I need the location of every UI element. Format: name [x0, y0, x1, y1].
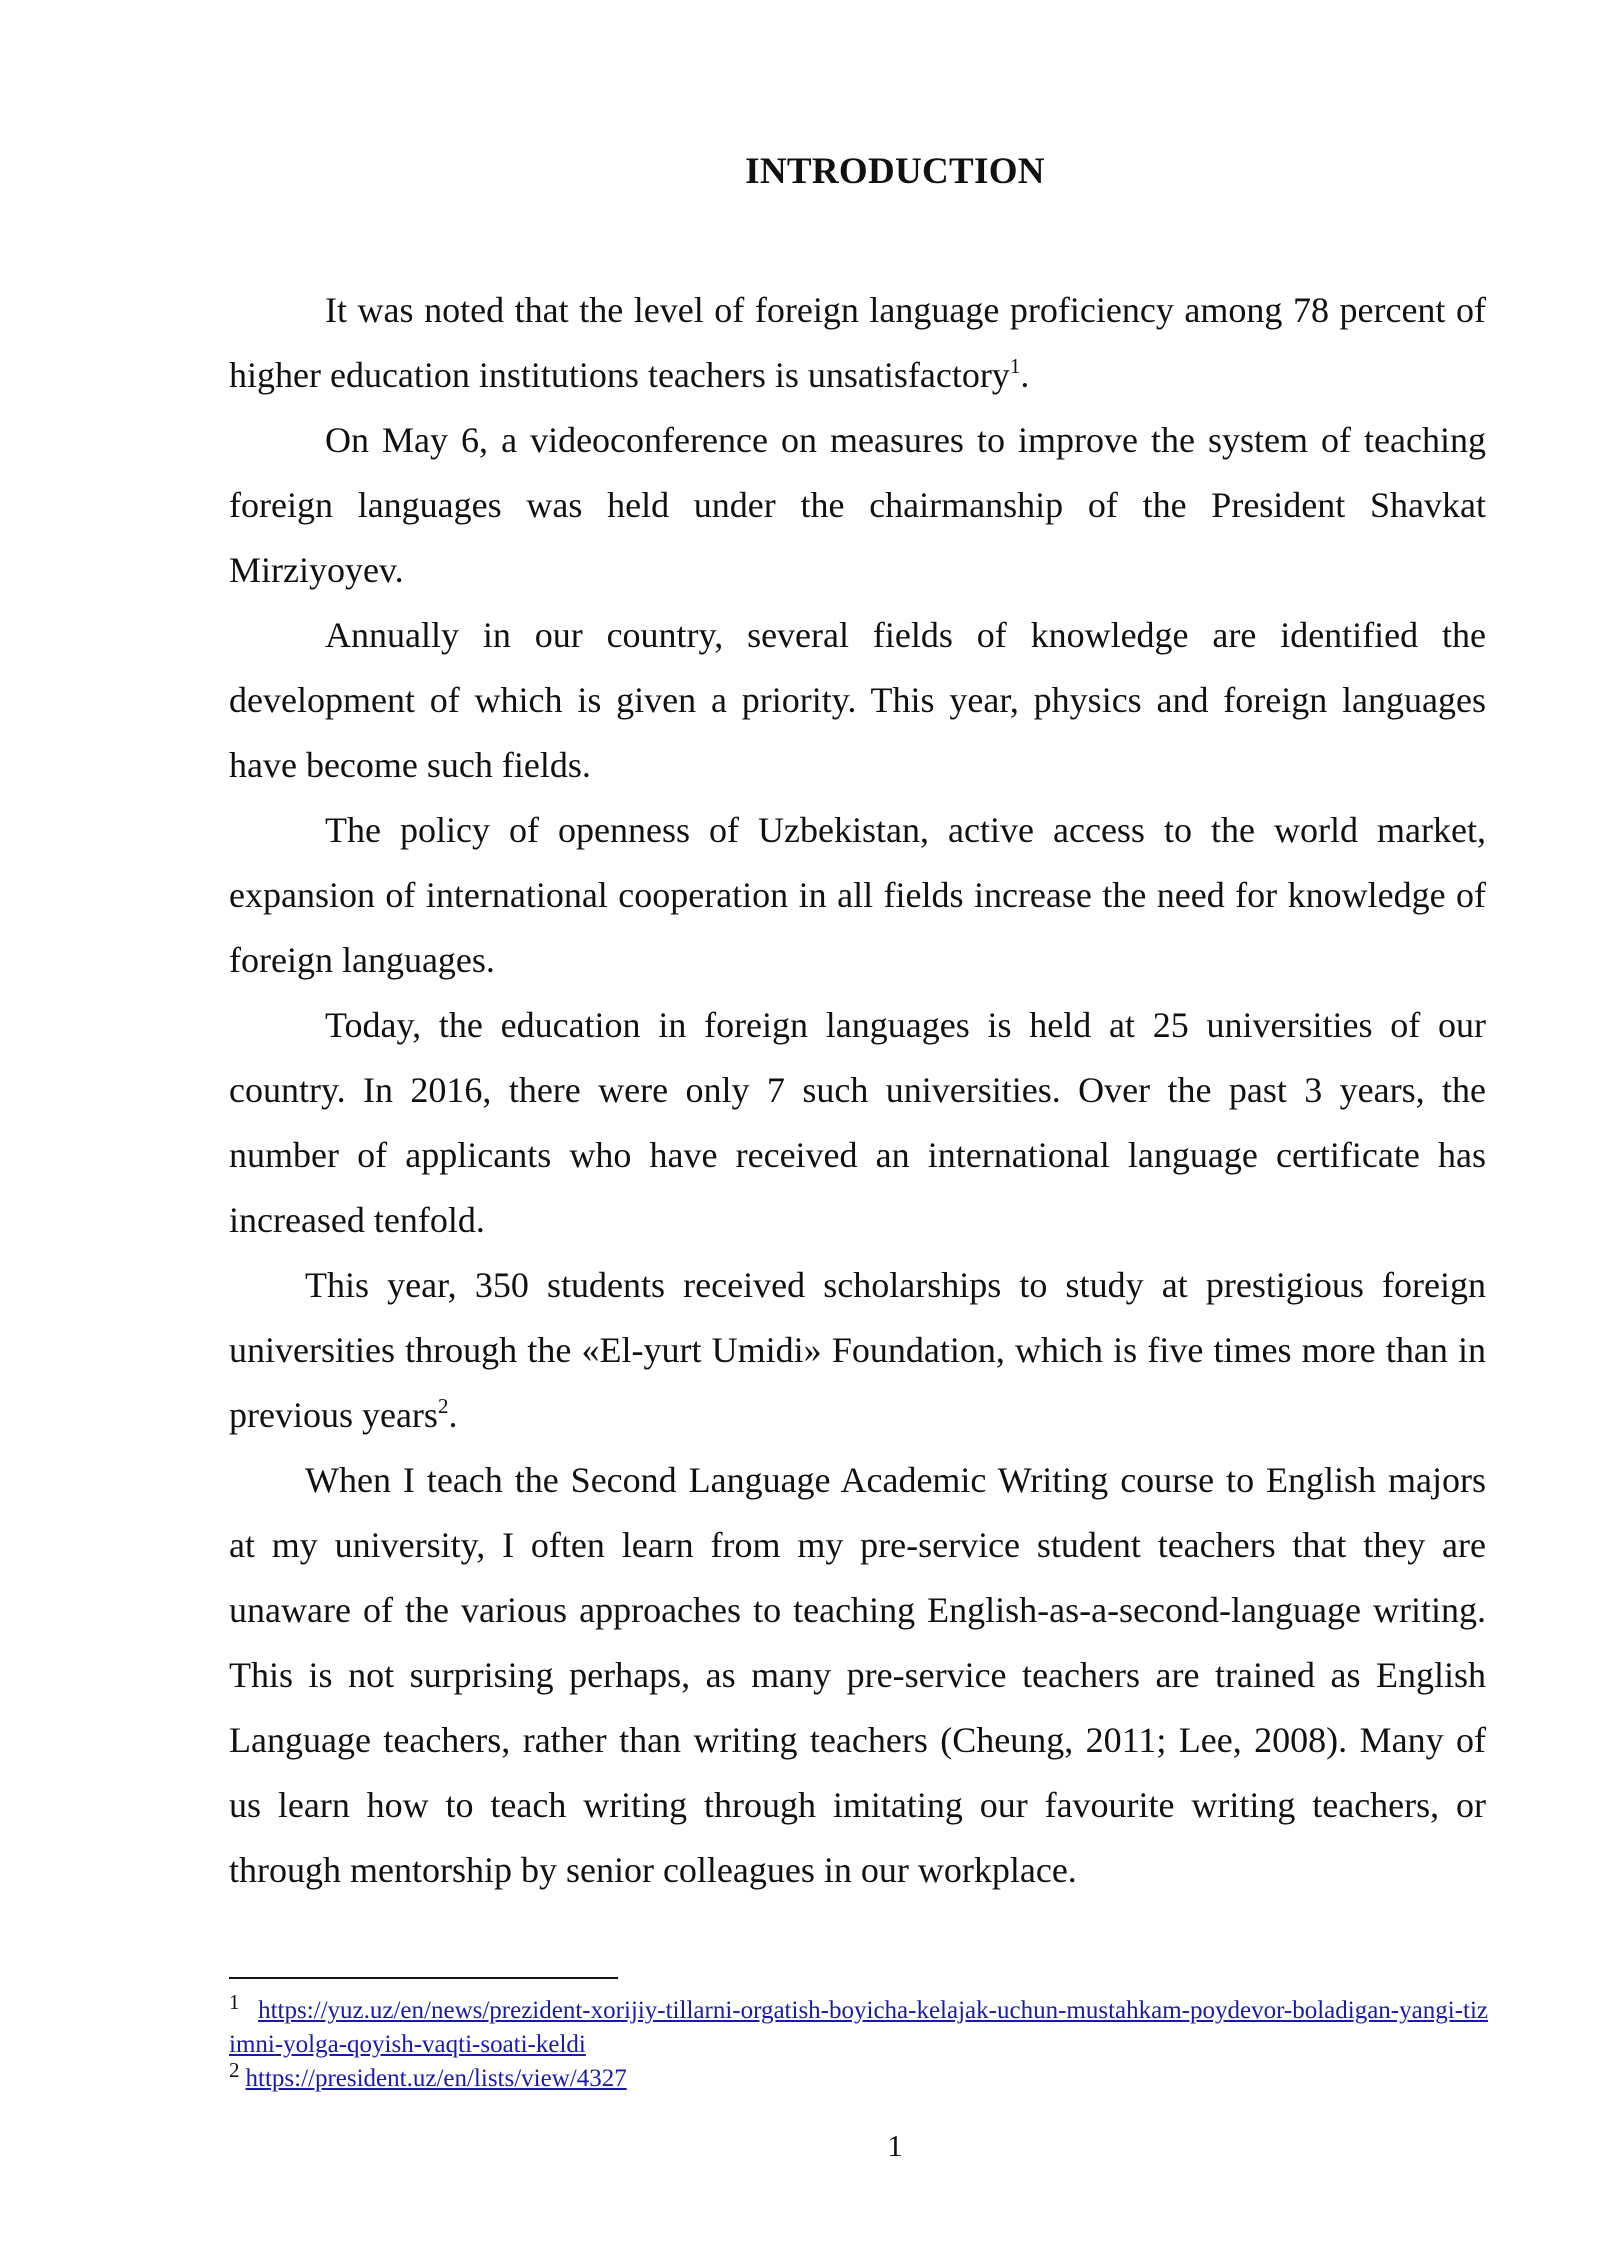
paragraph-text: This year, 350 students received scholarships to study at prestigious foreign universities through the «El-yurt Umidi» Foundation, which is five times more than in previous years	[229, 1265, 1486, 1435]
footnotes	[229, 1990, 1488, 2096]
paragraph	[229, 993, 1486, 1253]
paragraph-text: The policy of openness of Uzbekistan, active access to the world market, expansion of international cooperation in all fields increase the need for knowledge of foreign languages.	[229, 810, 1486, 980]
paragraph-text: On May 6, a videoconference on measures to improve the system of teaching foreign languages was held under the chairmanship of the President Shavkat Mirziyoyev.	[229, 420, 1486, 590]
paragraph	[229, 603, 1486, 798]
paragraph	[229, 798, 1486, 993]
paragraph-end: .	[448, 1395, 458, 1435]
page-number: 1	[887, 2128, 903, 2163]
paragraph-end: .	[1020, 355, 1030, 395]
body-text	[229, 278, 1486, 1903]
footnote-reference[interactable]: 1	[1009, 354, 1021, 378]
paragraph	[229, 408, 1486, 603]
paragraph	[229, 1253, 1486, 1448]
footnote	[229, 2058, 1488, 2096]
paragraph-text: Annually in our country, several fields of knowledge are identified the development of which is given a priority. This year, physics and foreign languages have become such fields.	[229, 615, 1486, 785]
footnote-mark: 2	[229, 2058, 240, 2082]
paragraph	[229, 1448, 1486, 1903]
footnote-separator	[229, 1977, 618, 1979]
paragraph-text: When I teach the Second Language Academic Writing course to English majors at my university, I often learn from my pre-service student teachers that they are unaware of the various approaches to teaching English-as-a-second-language writing. This is not surprising perhaps, as many pre-service teachers are trained as English Language teachers, rather than writing teachers (Cheung, 2011; Lee, 2008). Many of us learn how to teach writing through imitating our favourite writing teachers, or through mentorship by senior colleagues in our workplace.	[229, 1460, 1486, 1890]
paragraph-text: Today, the education in foreign languages is held at 25 universities of our country. In 2016, there were only 7 such universities. Over the past 3 years, the number of applicants who have received an international language certificate has increased tenfold.	[229, 1005, 1486, 1240]
footnote-reference[interactable]: 2	[437, 1394, 449, 1418]
page-title: INTRODUCTION	[745, 151, 1045, 192]
footnote	[229, 1990, 1488, 2062]
footnote-mark: 1	[229, 1990, 240, 2014]
footnote-link[interactable]: https://yuz.uz/en/news/prezident-xorijiy-tillarni-orgatish-boyicha-kelajak-uchun-mustahkam-poydevor-boladigan-yangi-tizimni-yolga-qoyish-vaqti-soati-keldi	[229, 1997, 1488, 2058]
paragraph-text: It was noted that the level of foreign language proficiency among 78 percent of higher education institutions teachers is unsatisfactory	[229, 290, 1486, 395]
footnote-link[interactable]: https://president.uz/en/lists/view/4327	[245, 2065, 627, 2092]
paragraph	[229, 278, 1486, 408]
